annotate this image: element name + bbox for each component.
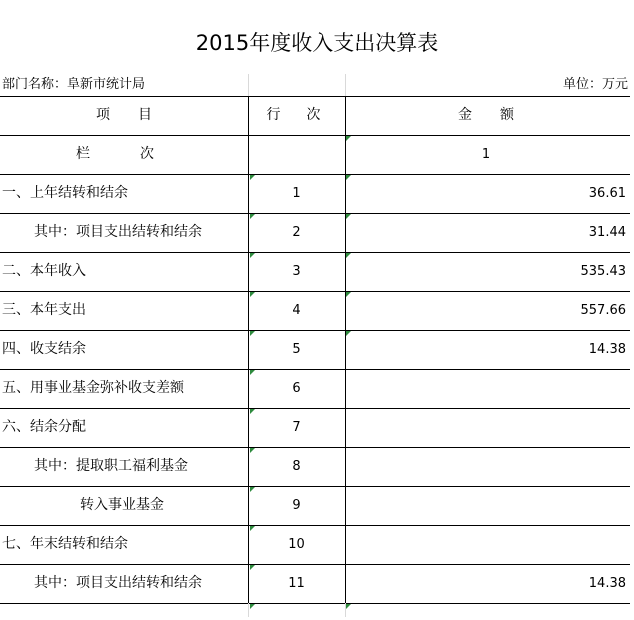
row-item-name: 四、收支结余 xyxy=(2,341,86,357)
cell-marker-icon xyxy=(250,292,255,297)
row-line-number: 3 xyxy=(292,264,301,279)
faint-gridline xyxy=(345,74,346,96)
cell-marker-icon xyxy=(250,565,255,570)
row-item-name: 五、用事业基金弥补收支差额 xyxy=(2,380,184,396)
row-amount xyxy=(346,486,626,525)
cell-marker-icon xyxy=(250,487,255,492)
grid-hline xyxy=(0,486,630,487)
row-item-name: 转入事业基金 xyxy=(80,497,164,513)
cell-marker-icon xyxy=(250,526,255,531)
grid-hline xyxy=(0,174,630,175)
table-row xyxy=(0,369,634,408)
table-row xyxy=(0,525,634,564)
row-amount xyxy=(346,447,626,486)
column-row-label: 栏 次 xyxy=(76,146,172,162)
cell-marker-icon xyxy=(346,292,351,297)
faint-gridline xyxy=(248,603,249,617)
header-amount: 金 额 xyxy=(458,107,514,123)
grid-hline xyxy=(0,525,630,526)
cell-marker-icon xyxy=(346,253,351,258)
cell-marker-icon xyxy=(250,214,255,219)
unit-label: 单位：万元 xyxy=(562,77,628,92)
header-item: 项 目 xyxy=(96,107,152,123)
grid-hline xyxy=(0,330,630,331)
table-row xyxy=(0,174,634,213)
grid-hline xyxy=(0,96,630,97)
row-item-name: 三、本年支出 xyxy=(2,302,86,318)
row-amount xyxy=(346,525,626,564)
cell-marker-icon xyxy=(346,331,351,336)
row-line-number: 8 xyxy=(292,459,301,474)
grid-hline xyxy=(0,369,630,370)
row-amount: 14.38 xyxy=(588,342,626,357)
table-row xyxy=(0,486,634,525)
table-row xyxy=(0,291,634,330)
row-line-number: 2 xyxy=(292,225,301,240)
table-row xyxy=(0,408,634,447)
table-row xyxy=(0,252,634,291)
cell-marker-icon xyxy=(346,214,351,219)
cell-marker-icon xyxy=(250,331,255,336)
cell-marker-icon xyxy=(250,370,255,375)
row-amount xyxy=(346,369,626,408)
row-item-name: 六、结余分配 xyxy=(2,419,86,435)
row-item-name: 其中：项目支出结转和结余 xyxy=(34,224,202,240)
row-item-name: 二、本年收入 xyxy=(2,263,86,279)
cell-marker-icon xyxy=(346,136,351,141)
row-item-name: 七、年末结转和结余 xyxy=(2,536,128,552)
table-row xyxy=(0,447,634,486)
grid-hline xyxy=(0,213,630,214)
row-amount: 31.44 xyxy=(588,225,626,240)
grid-vline xyxy=(248,96,249,603)
row-line-number: 6 xyxy=(292,381,301,396)
column-row-amount: 1 xyxy=(481,147,491,162)
row-line-number: 4 xyxy=(292,303,301,318)
cell-marker-icon xyxy=(250,253,255,258)
grid-hline xyxy=(0,447,630,448)
column-number-row xyxy=(0,135,634,174)
row-amount: 535.43 xyxy=(580,264,626,279)
row-amount: 14.38 xyxy=(588,576,626,591)
row-amount: 557.66 xyxy=(580,303,626,318)
table-row xyxy=(0,213,634,252)
cell-marker-icon xyxy=(250,604,255,609)
cell-marker-icon xyxy=(346,604,351,609)
grid-hline xyxy=(0,291,630,292)
department-label: 部门名称：阜新市统计局 xyxy=(2,77,146,92)
grid-vline xyxy=(345,96,346,603)
row-amount: 36.61 xyxy=(588,186,626,201)
row-amount xyxy=(346,408,626,447)
row-line-number: 11 xyxy=(288,576,305,591)
row-line-number: 1 xyxy=(292,186,301,201)
header-line: 行 次 xyxy=(266,107,327,123)
row-item-name: 其中：提取职工福利基金 xyxy=(34,458,188,474)
faint-gridline xyxy=(248,74,249,96)
grid-hline xyxy=(0,408,630,409)
grid-hline xyxy=(0,603,630,604)
row-line-number: 5 xyxy=(292,342,301,357)
report-title: 2015年度收入支出决算表 xyxy=(195,31,439,55)
table-row xyxy=(0,564,634,603)
row-line-number: 7 xyxy=(292,420,301,435)
row-line-number: 10 xyxy=(288,537,305,552)
table-header xyxy=(0,96,634,135)
meta-row xyxy=(0,74,634,96)
table-row xyxy=(0,330,634,369)
row-item-name: 一、上年结转和结余 xyxy=(2,185,128,201)
grid-hline xyxy=(0,252,630,253)
cell-marker-icon xyxy=(250,175,255,180)
grid-hline xyxy=(0,135,630,136)
grid-hline xyxy=(0,564,630,565)
cell-marker-icon xyxy=(346,175,351,180)
row-line-number: 9 xyxy=(292,498,301,513)
row-item-name: 其中：项目支出结转和结余 xyxy=(34,575,202,591)
cell-marker-icon xyxy=(250,448,255,453)
cell-marker-icon xyxy=(250,409,255,414)
